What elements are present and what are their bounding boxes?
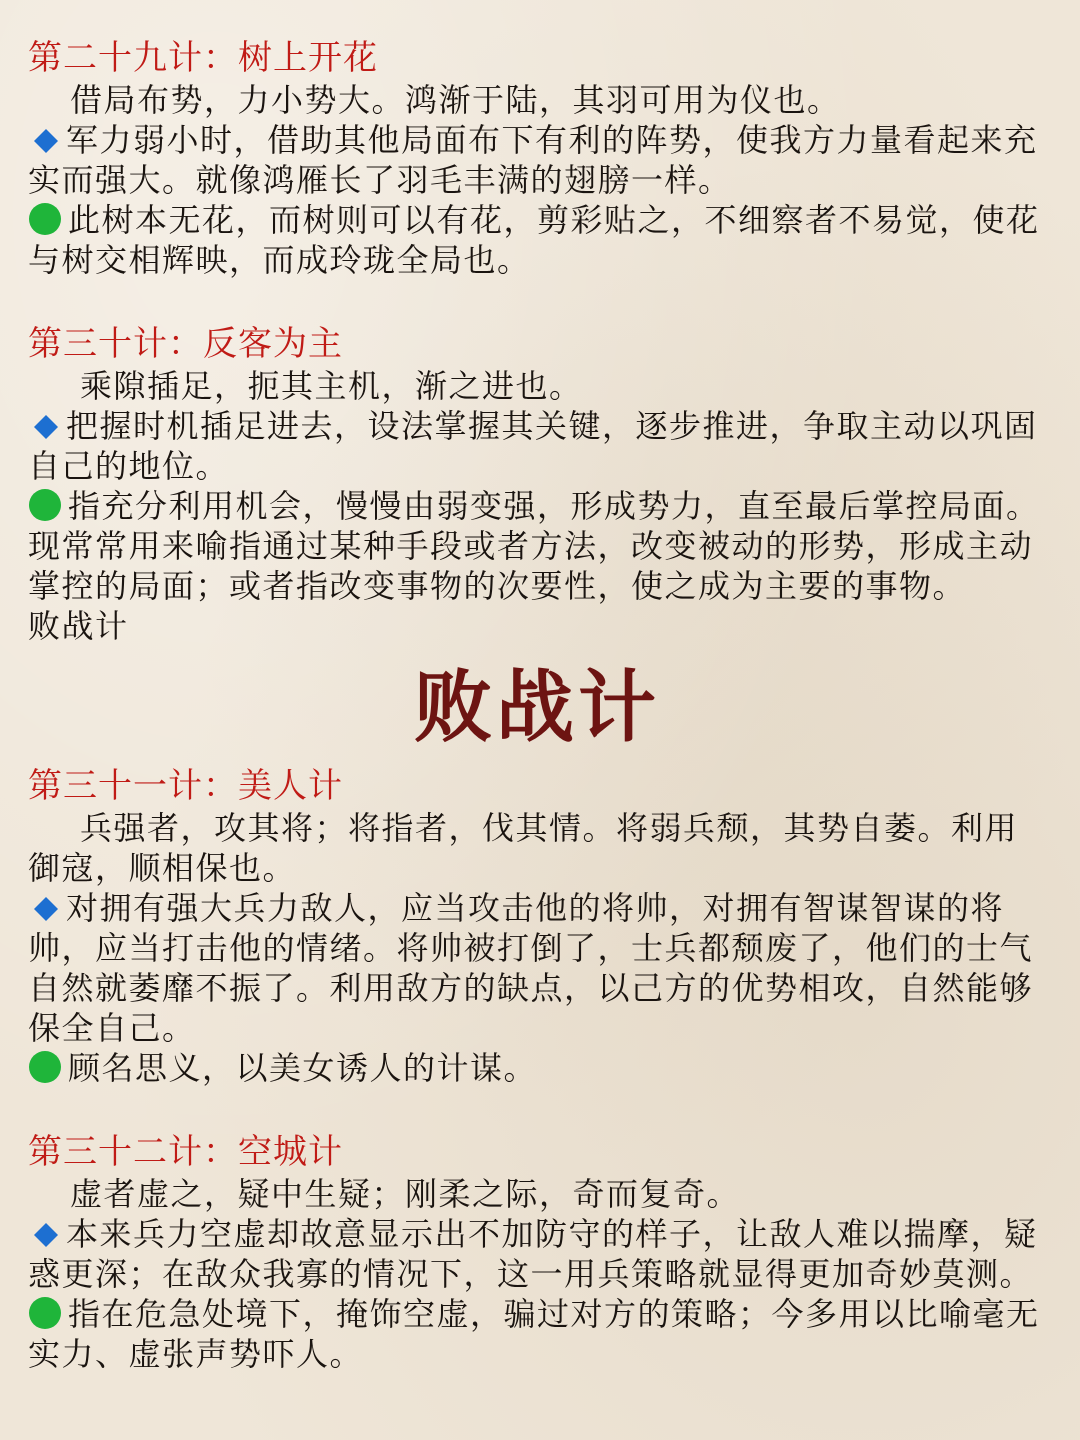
- explanation-text: 本来兵力空虚却故意显示出不加防守的样子，让敌人难以揣摩，疑惑更深；在敌众我寡的情况下，这一用兵策略就显得更加奇妙莫测。: [28, 1215, 1038, 1293]
- explanation-text: 对拥有强大兵力敌人，应当攻击他的将帅，对拥有智谋智谋的将帅，应当打击他的情绪。将帅被打倒了，士兵都颓废了，他们的士气自然就萎靡不振了。利用敌方的缺点，以己方的优势相攻，自然能够保全自己。: [28, 889, 1034, 1047]
- stratagem-explanation: [28, 406, 1046, 486]
- note-text: 指在危急处境下，掩饰空虚，骗过对方的策略；今多用以比喻毫无实力、虚张声势吓人。: [28, 1295, 1040, 1373]
- stratagem-quote: 借局布势，力小势大。鸿渐于陆，其羽可用为仪也。: [70, 81, 841, 119]
- blue-diamond-icon: [34, 897, 58, 921]
- explanation-text: 军力弱小时，借助其他局面布下有利的阵势，使我方力量看起来充实而强大。就像鸿雁长了羽毛丰满的翅膀一样。: [28, 121, 1038, 199]
- blue-diamond-icon: [34, 415, 58, 439]
- stratagem-explanation: [28, 120, 1046, 200]
- stratagem-quote: [28, 808, 1046, 888]
- green-circle-icon: [28, 488, 62, 522]
- trailing-text: 败战计: [28, 607, 129, 645]
- stratagem-32: [28, 1132, 1046, 1374]
- blue-diamond-icon: [34, 1223, 58, 1247]
- stratagem-title: 第三十二计：空城计: [28, 1132, 343, 1172]
- stratagem-29: [28, 38, 1046, 280]
- stratagem-31: [28, 766, 1046, 1088]
- stratagem-quote: 虚者虚之，疑中生疑；刚柔之际，奇而复奇。: [70, 1175, 741, 1213]
- explanation-text: 把握时机插足进去，设法掌握其关键，逐步推进，争取主动以巩固自己的地位。: [28, 407, 1038, 485]
- chapter-title: 败战计: [413, 662, 660, 753]
- note-text: 指充分利用机会，慢慢由弱变强，形成势力，直至最后掌控局面。现常常用来喻指通过某种手段或者方法，改变被动的形势，形成主动掌控的局面；或者指改变事物的次要性，使之成为主要的事物。: [28, 487, 1040, 605]
- stratagem-note: [28, 486, 1046, 606]
- note-text: 顾名思义，以美女诱人的计谋。: [68, 1049, 538, 1087]
- stratagem-explanation: [28, 888, 1046, 1048]
- green-circle-icon: [28, 1296, 62, 1330]
- stratagem-title: 第二十九计：树上开花: [28, 38, 378, 78]
- stratagem-note: [28, 1294, 1046, 1374]
- green-circle-icon: [28, 202, 62, 236]
- stratagem-note: [28, 1048, 1046, 1088]
- blue-diamond-icon: [34, 129, 58, 153]
- stratagem-30: [28, 324, 1046, 646]
- quote-text: 兵强者，攻其将；将指者，伐其情。将弱兵颓，其势自萎。利用御寇，顺相保也。: [28, 809, 1019, 887]
- stratagem-quote: 乘隙插足，扼其主机，渐之进也。: [80, 367, 583, 405]
- note-text: 此树本无花，而树则可以有花，剪彩贴之，不细察者不易觉，使花与树交相辉映，而成玲珑全局也。: [28, 201, 1040, 279]
- stratagem-note: [28, 200, 1046, 280]
- stratagem-title: 第三十计：反客为主: [28, 324, 343, 364]
- stratagem-title: 第三十一计：美人计: [28, 766, 343, 806]
- green-circle-icon: [28, 1050, 62, 1084]
- stratagem-explanation: [28, 1214, 1046, 1294]
